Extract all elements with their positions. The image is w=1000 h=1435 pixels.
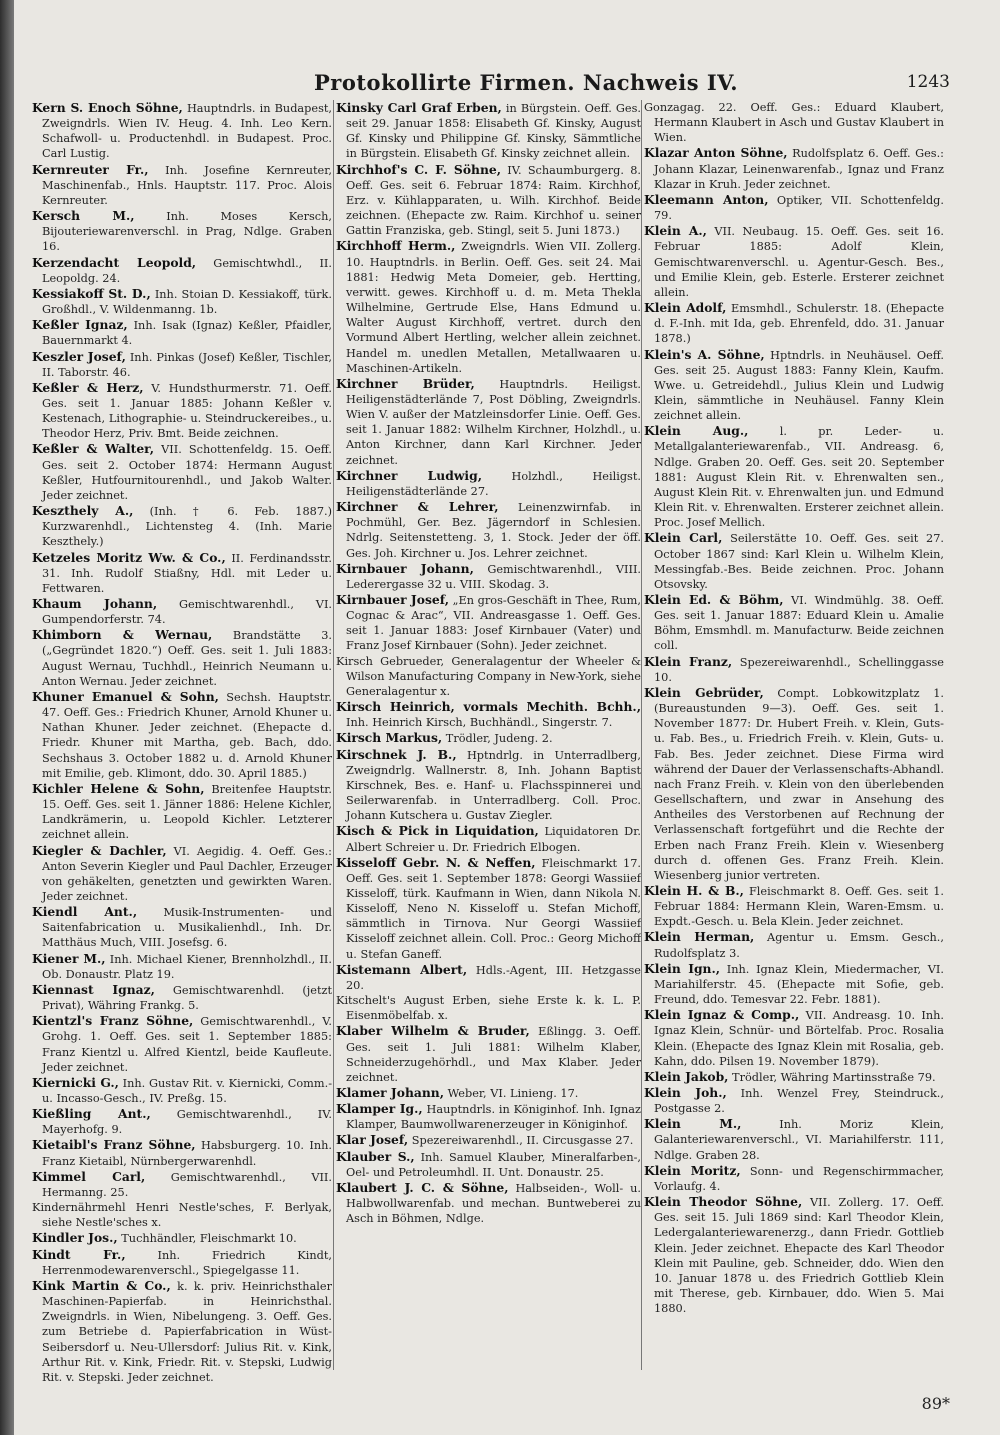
entry-text: Kitschelt's August Erben, siehe Erste k. k. L. P. Eisenmöbelfab. x.: [336, 994, 641, 1023]
entry-line: [336, 467, 641, 498]
firm-name: Kirschnek J. B.,: [336, 746, 457, 762]
entry-text: (Inh. † 6. Feb. 1887.) Kurzwarenhdl., Lichtensteg 4. (Inh. Marie Keszthely.): [42, 505, 332, 549]
directory-entry: [644, 1007, 944, 1069]
entry-line: [644, 1009, 944, 1067]
firm-name: Kichler Helene & Sohn,: [32, 780, 205, 796]
entry-line: [644, 147, 944, 190]
directory-entry: [32, 550, 332, 596]
directory-entry: [336, 1180, 641, 1226]
firm-name: Klazar Anton Söhne,: [644, 145, 788, 161]
directory-entry: [32, 349, 332, 380]
firm-name: Klamper Ig.,: [336, 1101, 423, 1117]
firm-name: Klein Ign.,: [644, 960, 721, 976]
entry-text: Inh. Pinkas (Josef) Keßler, Tischler, II. Taborstr. 46.: [42, 350, 332, 379]
entry-line: [336, 961, 641, 992]
entry-line: [644, 684, 944, 882]
page-title: Protokollirte Firmen. Nachweis IV.: [314, 70, 739, 95]
entry-line: [336, 594, 641, 652]
entry-text: IV. Schaumburgerg. 8. Oeff. Ges. seit 6. Februar 1874: Raim. Kirchhof, Erz. v. Kühlapparaten, u. Wilh. Kirchhof. Beide zeichnen. (Ehepacte zw. Raim. Kirchhof u. seiner Gattin Franziska, geb. Stingl, seit 5. Juni 1873.): [346, 163, 641, 238]
entry-line: [32, 1074, 332, 1105]
entry-text: Trödler, Währing Martinsstraße 79.: [728, 1070, 936, 1084]
directory-entry: [336, 1132, 641, 1148]
directory-entry: [32, 1013, 332, 1075]
directory-entry: [32, 1075, 332, 1106]
entry-line: [644, 191, 944, 223]
entry-text: Breitenfee Hauptstr. 15. Oeff. Ges. seit 1. Jänner 1886: Helene Kichler, Landkrämerin, u. Leopold Kichler. Letzterer zeichnet allein.: [42, 782, 332, 842]
entry-line: [336, 701, 641, 729]
entry-text: Spezereiwarenhdl., II. Circusgasse 27.: [408, 1134, 634, 1148]
entry-text: in Bürgstein. Oeff. Ges. seit 29. Januar 1858: Elisabeth Gf. Kinsky, August Gf. Kinsky und Philippine Gf. Kinsky, Sämmtliche in Bürgstein. Elisabeth Gf. Kinsky zeichnet allein.: [346, 102, 641, 161]
directory-entry: [32, 843, 332, 905]
entry-text: Inh. Ignaz Klein, Miedermacher, VI. Mariahilferstr. 45. (Ehepacte mit Sofie, geb. Freund, ddo. Temesvar 22. Febr. 1881).: [654, 962, 944, 1007]
firm-name: Kleemann Anton,: [644, 191, 769, 207]
firm-name: Kirnbauer Johann,: [336, 560, 474, 576]
entry-line: [32, 379, 332, 441]
entry-text: Holzhdl., Heiligst. Heiligenstädterlände 27.: [346, 469, 641, 498]
entry-text: Leinenzwirnfab. in Pochmühl, Ger. Bez. Jägerndorf in Schlesien. Ndrlg. Seitenstetteng. 3, 1. Stock. Jeder der öff. Ges. Joh. Kirchner u. Jos. Lehrer zeichnet.: [346, 501, 641, 560]
page-number: 1243: [906, 72, 950, 92]
directory-entry: [644, 192, 944, 223]
firm-name: Kindt Fr.,: [32, 1246, 126, 1262]
firm-name: Kießling Ant.,: [32, 1106, 151, 1122]
entry-line: [336, 746, 641, 823]
directory-entry: [32, 951, 332, 982]
page-header: [14, 62, 1000, 96]
entry-line: [336, 1179, 641, 1226]
directory-entry: [336, 592, 641, 654]
entry-text: Rudolfsplatz 6. Oeff. Ges.: Johann Klazar, Leinenwarenfab., Ignaz und Franz Klazar in Kruh. Jeder zeichnet.: [654, 147, 944, 191]
directory-entry: [32, 100, 332, 162]
entry-text: Halbseiden-, Woll- u. Halbwollwarenfab. und mechan. Buntweberei zu Asch in Böhmen, Ndlge.: [346, 1181, 641, 1226]
directory-entry: [336, 468, 641, 499]
firm-name: Klein Gebrüder,: [644, 684, 764, 700]
entry-text: VI. Windmühlg. 38. Oeff. Ges. seit 1. Januar 1887: Eduard Klein u. Amalie Böhm, Emsmhdl. m. Manufacturw. Beide zeichnen coll.: [654, 594, 944, 653]
column-left: [32, 100, 332, 1390]
entry-text: l. pr. Leder- u. Metallgalanteriewarenfab., VII. Andreasg. 6, Ndlge. Graben 20. Oeff. Ges. seit 20. September 1881: August Klein Rit. v. Ehrenwalten sen., August Klein Rit. v. Ehrenwalten jun. und Edmund Klein Rit. v. Ehrenwalten. Ersterer zeichnet allein. Proc. Josef Mellich.: [654, 425, 944, 530]
entry-line: [644, 594, 944, 652]
directory-entry: [336, 1101, 641, 1132]
entry-line: [644, 425, 944, 529]
column-middle: [336, 100, 641, 1390]
directory-entry: [32, 1137, 332, 1168]
directory-entry: [336, 730, 641, 746]
directory-entry: [32, 162, 332, 208]
entry-line: [32, 1277, 332, 1384]
entry-line: [644, 1087, 944, 1115]
entry-text: Inh. Wenzel Frey, Steindruck., Postgasse 2.: [654, 1087, 944, 1116]
directory-entry: [32, 781, 332, 843]
entry-text: Sechsh. Hauptstr. 47. Oeff. Ges.: Friedrich Khuner, Arnold Khuner u. Nathan Khuner. Jeder zeichnet. (Ehepacte d. Friedr. Khuner mit Martha, geb. Bach, ddo. Sechshaus 3. October 1882 u. d. Arnold Khuner mit Emilie, geb. Klimont, ddo. 30. April 1885.): [42, 690, 332, 780]
directory-entry: [32, 255, 332, 286]
directory-entry: [336, 1023, 641, 1085]
entry-text: Compt. Lobkowitzplatz 1. (Bureaustunden 9—3). Oeff. Ges. seit 1. November 1877: Dr. Hubert Freih. v. Klein, Guts- u. Fab. Bes., u. Friedrich Freih. v. Klein, Guts- u. Fab. Bes. Jeder zeichnet. Diese Firma wird während der Dauer der Verlassenschafts-Abhandl. nach Franz Freih. v. Klein von den überlebenden Gesellschaftern, und zwar in Ansehung des Antheiles des Verstorbenen auf Rechnung der Verlassenschaft fortgeführt und die Rechte der Erben nach Franz Freih. Klein v. Wiesenberg durch d. offenen Ges. Franz Freih. Klein. Wiesenberg junior vertreten.: [654, 686, 944, 882]
firm-name: Kink Martin & Co.,: [32, 1277, 171, 1293]
firm-name: Kirchhof's C. F. Söhne,: [336, 161, 502, 177]
firm-name: Klein Joh.,: [644, 1085, 727, 1100]
directory-entry: [644, 654, 944, 685]
entry-line: [644, 882, 944, 929]
directory-entry: [336, 823, 641, 854]
firm-name: Kiener M.,: [32, 950, 106, 966]
column-right: [644, 100, 944, 1390]
entry-text: Gemischtwarenhdl., VIII. Lederergasse 32 u. VIII. Skodag. 3.: [346, 562, 641, 591]
directory-entry: [644, 100, 944, 145]
entry-text: Gonzagag. 22. Oeff. Ges.: Eduard Klaubert, Hermann Klaubert in Asch und Gustav Klaubert in Wien.: [644, 101, 944, 145]
firm-name: Kirchhoff Herm.,: [336, 238, 456, 254]
firm-name: Kisch & Pick in Liquidation,: [336, 823, 539, 839]
firm-name: Klein Theodor Söhne,: [644, 1194, 803, 1210]
directory-entry: [336, 699, 641, 730]
firm-name: Klaber Wilhelm & Bruder,: [336, 1023, 530, 1039]
entry-line: [32, 1015, 332, 1073]
directory-entry: [644, 530, 944, 592]
entry-text: Inh. Moriz Klein, Galanteriewarenverschl., VI. Mariahilferstr. 111, Ndlge. Graben 28.: [654, 1118, 944, 1162]
directory-entry: [336, 561, 641, 592]
directory-entry: [32, 982, 332, 1013]
firm-name: Kinsky Carl Graf Erben,: [336, 100, 502, 115]
directory-entry: [644, 592, 944, 654]
firm-name: Kessiakoff St. D.,: [32, 285, 151, 301]
entry-line: [644, 1118, 944, 1161]
directory-entry: [32, 627, 332, 689]
directory-entry: [336, 855, 641, 962]
directory-entry: [336, 100, 641, 162]
directory-entry: [644, 1194, 944, 1316]
entry-line: [32, 981, 332, 1013]
entry-text: VII. Zollerg. 17. Oeff. Ges. seit 15. Juli 1869 sind: Karl Theodor Klein, Ledergalanteriewarenerzg., dann Friedr. Gottlieb Klein. Jeder zeichnet. Ehepacte des Karl Theodor Klein mit Pauline, geb. Schneider, ddo. Wien den 10. Januar 1878 u. des Friedrich Gottlieb Klein mit Therese, geb. Kirnbauer, ddo. Wien 5. Mai 1880.: [654, 1196, 944, 1316]
entry-line: [644, 1196, 944, 1315]
directory-entry: [644, 223, 944, 300]
entry-line: [336, 1025, 641, 1083]
entry-line: [32, 688, 332, 780]
firm-name: Klein's A. Söhne,: [644, 346, 765, 362]
entry-line: [336, 375, 641, 467]
directory-entry: [32, 1106, 332, 1137]
entry-text: Hdls.-Agent, III. Hetzgasse 20.: [346, 963, 641, 992]
entry-text: Gemischtwarenhdl., IV. Mayerhofg. 9.: [42, 1108, 332, 1137]
directory-entry: [644, 145, 944, 191]
firm-name: Klein M.,: [644, 1116, 742, 1132]
entry-line: [32, 285, 332, 317]
firm-name: Kiernicki G.,: [32, 1074, 119, 1090]
directory-entry: [32, 441, 332, 503]
entry-line: [32, 348, 332, 379]
entry-line: [336, 854, 641, 961]
entry-text: Kirsch Gebrueder, Generalagentur der Wheeler & Wilson Manufacturing Company in New-York, siehe Generalagentur x.: [336, 654, 641, 698]
firm-name: Kiendl Ant.,: [32, 904, 138, 920]
directory-entry: [644, 929, 944, 960]
firm-name: Kientzl's Franz Söhne,: [32, 1013, 194, 1029]
entry-line: [336, 825, 641, 853]
firm-name: Klein Jakob,: [644, 1068, 729, 1084]
firm-name: Klein Moritz,: [644, 1162, 741, 1178]
directory-entry: [336, 499, 641, 561]
entry-line: [32, 319, 332, 347]
directory-entry: [336, 238, 641, 375]
entry-text: VII. Neubaug. 15. Oeff. Ges. seit 16. Februar 1885: Adolf Klein, Gemischtwarenverschl. u. Agentur-Gesch. Bes., und Emilie Klein, geb. Esterle. Ersterer zeichnet allein.: [654, 225, 944, 299]
directory-entry: [336, 376, 641, 468]
firm-name: Kiennast Ignaz,: [32, 981, 155, 997]
firm-name: Keszler Josef,: [32, 348, 126, 364]
entry-line: [336, 1103, 641, 1131]
firm-name: Keßler & Walter,: [32, 441, 155, 457]
entry-text: Sonn- und Regenschirmmacher, Vorlaufg. 4.: [654, 1164, 944, 1193]
firm-name: Kerzendacht Leopold,: [32, 254, 197, 270]
directory-entry: [336, 962, 641, 993]
directory-entry: [644, 1116, 944, 1162]
firm-name: Klein H. & B.,: [644, 882, 744, 898]
entry-line: [336, 560, 641, 591]
entry-text: Fleischmarkt 17. Oeff. Ges. seit 1. September 1878: Georgi Wassiief Kisseloff, türk. Kaufmann in Wien, dann Nikola N. Kisseloff, Neno N. Kisseloff u. Stefan Michoff, sämmtlich in Tirnova. Nur Georgi Wassiief Kisseloff zeichnet allein. Coll. Proc.: Georg Michoff u. Stefan Ganeff.: [346, 856, 641, 961]
directory-entry: [32, 1200, 332, 1230]
firm-name: Kersch M.,: [32, 208, 135, 224]
column-divider: [333, 100, 334, 1370]
directory-entry: [644, 300, 944, 346]
entry-line: [32, 1139, 332, 1167]
entry-line: [644, 1162, 944, 1193]
entry-text: Tuchhändler, Fleischmarkt 10.: [117, 1232, 297, 1246]
entry-text: Gemischtwarenhdl., V. Grohg. 1. Oeff. Ges. seit 1. September 1885: Franz Kientzl u. Alfred Kientzl, beide Kaufleute. Jeder zeichnet.: [42, 1015, 332, 1074]
firm-name: Kindler Jos.,: [32, 1230, 118, 1246]
entry-line: [336, 501, 641, 559]
entry-line: [336, 102, 641, 160]
entry-line: [644, 302, 944, 345]
firm-name: Keszthely A.,: [32, 503, 134, 519]
entry-line: [336, 655, 641, 698]
directory-entry: [644, 961, 944, 1007]
entry-text: VI. Aegidig. 4. Oeff. Ges.: Anton Severin Kiegler und Paul Dachler, Erzeuger von gehäkelten, genetzten und gewirkten Waren. Jeder zeichnet.: [42, 844, 332, 903]
entry-text: Gemischtwhdl., II. Leopoldg. 24.: [42, 256, 332, 285]
directory-entry: [32, 1278, 332, 1385]
entry-line: [644, 1068, 936, 1084]
entry-text: Kindernährmehl Henri Nestle'sches, F. Berlyak, siehe Nestle'sches x.: [32, 1201, 332, 1230]
entry-text: Trödler, Judeng. 2.: [442, 732, 553, 746]
entry-text: Inh. Gustav Rit. v. Kiernicki, Comm.- u. Incasso-Gesch., IV. Preßg. 15.: [42, 1076, 332, 1105]
firm-name: Klein A.,: [644, 223, 707, 239]
entry-text: Inh. Moses Kersch, Bijouteriewarenverschl. in Prag, Ndlge. Graben 16.: [42, 210, 332, 254]
directory-entry: [32, 904, 332, 950]
firm-name: Keßler & Herz,: [32, 379, 144, 395]
directory-entry: [336, 993, 641, 1023]
entry-text: Gemischtwarenhdl., VI. Gumpendorferstr. 74.: [42, 598, 332, 627]
firm-name: Kimmel Carl,: [32, 1168, 146, 1184]
directory-entry: [644, 1085, 944, 1116]
entry-text: Brandstätte 3. („Gegründet 1820.“) Oeff. Ges. seit 1. Juli 1883: August Wernau, Tuchhdl., Heinrich Neumann u. Anton Wernau. Jeder zeichnet.: [42, 629, 332, 688]
entry-text: Emsmhdl., Schulerstr. 18. (Ehepacte d. F.-Inh. mit Ida, geb. Ehrenfeld, ddo. 31. Januar 1878.): [654, 302, 944, 346]
column-divider: [641, 100, 642, 1370]
entry-line: [32, 1168, 332, 1199]
directory-entry: [32, 1230, 332, 1246]
entry-text: Musik-Instrumenten- und Saitenfabrication u. Musikalienhdl., Inh. Dr. Matthäus Much, VIII. Josefsg. 6.: [42, 906, 332, 950]
entry-line: [32, 254, 332, 285]
directory-entry: [32, 1247, 332, 1278]
firm-name: Kisseloff Gebr. N. & Neffen,: [336, 854, 536, 870]
entry-text: V. Hundsthurmerstr. 71. Oeff. Ges. seit 1. Januar 1885: Johann Keßler v. Kestenach, Lithographie- u. Steindruckereibes., u. Theodor Herz, Priv. Bmt. Beide zeichnen.: [42, 381, 332, 441]
directory-entry: [32, 596, 332, 627]
entry-line: [644, 101, 944, 144]
entry-line: [336, 240, 641, 374]
entry-text: Hptndrls. in Neuhäusel. Oeff. Ges. seit 25. August 1883: Fanny Klein, Kaufm. Wwe. u. Getreidehdl., Julius Klein und Ludwig Klein, sämmtliche in Neuhäusel. Fanny Klein zeichnet allein.: [654, 348, 944, 423]
firm-name: Klein Aug.,: [644, 423, 749, 439]
directory-entry: [32, 208, 332, 254]
directory-entry: [32, 317, 332, 348]
firm-name: Keßler Ignaz,: [32, 317, 128, 333]
entry-line: [336, 732, 553, 745]
entry-text: k. k. priv. Heinrichsthaler Maschinen-Papierfab. in Heinrichsthal. Zweigndrls. in Wien, Nibelungeng. 3. Oeff. Ges. zum Betriebe d. Papierfabrication in Wüst-Seibersdorf u. Neu-Ullersdorf: Julius Rit. v. Kink, Arthur Rit. v. Kink, Friedr. Rit. v. Stepski, Ludwig Rit. v. Stepski. Jeder zeichnet.: [42, 1279, 332, 1384]
directory-entry: [644, 423, 944, 530]
entry-text: Hauptndrls. in Königinhof. Inh. Ignaz Klamper, Baumwollwarenerzeuger in Königinhof.: [346, 1103, 641, 1132]
entry-text: Inh. Josefine Kernreuter, Maschinenfab., Hnls. Hauptstr. 117. Proc. Alois Kernreuter.: [42, 163, 332, 207]
firm-name: Kirchner Brüder,: [336, 375, 475, 391]
directory-entry: [644, 347, 944, 424]
directory-entry: [336, 654, 641, 699]
firm-name: Klaubert J. C. & Söhne,: [336, 1179, 509, 1195]
entry-line: [32, 1201, 332, 1229]
entry-text: Hauptndrls. in Budapest, Zweigndrls. Wien IV. Heug. 4. Inh. Leo Kern. Schafwoll- u. Productenhdl. in Budapest. Proc. Carl Lustig.: [42, 102, 332, 161]
firm-name: Khimborn & Wernau,: [32, 627, 213, 643]
entry-line: [336, 1087, 578, 1100]
entry-line: [644, 931, 944, 959]
entry-line: [336, 161, 641, 238]
directory-entry: [336, 747, 641, 824]
entry-line: [32, 549, 332, 595]
entry-line: [32, 443, 332, 501]
firm-name: Kietaibl's Franz Söhne,: [32, 1137, 196, 1153]
firm-name: Klein Carl,: [644, 530, 723, 546]
firm-name: Ketzeles Moritz Ww. & Co.,: [32, 549, 226, 565]
entry-line: [336, 994, 641, 1022]
scan-edge: [0, 0, 14, 1435]
entry-line: [32, 598, 332, 626]
entry-line: [336, 1134, 633, 1147]
entry-text: Inh. Stoian D. Kessiakoff, türk. Großhdl., V. Wildenmanng. 1b.: [42, 287, 332, 317]
directory-entry: [336, 1085, 641, 1101]
entry-text: Fleischmarkt 8. Oeff. Ges. seit 1. Februar 1884: Hermann Klein, Waren-Emsm. u. Expdt.-Gesch. u. Bela Klein. Jeder zeichnet.: [654, 884, 944, 929]
directory-entry: [644, 1069, 944, 1085]
entry-line: [32, 102, 332, 160]
entry-text: Gemischtwarenhdl. (jetzt Privat), Währing Frankg. 5.: [42, 983, 332, 1013]
firm-name: Kern S. Enoch Söhne,: [32, 100, 183, 115]
firm-name: Klein Ignaz & Comp.,: [644, 1007, 800, 1023]
entry-text: Weber, VI. Linieng. 17.: [444, 1087, 579, 1100]
directory-entry: [336, 162, 641, 239]
firm-name: Klamer Johann,: [336, 1085, 445, 1100]
entry-text: Liquidatoren Dr. Albert Schreier u. Dr. Friedrich Elbogen.: [346, 825, 641, 854]
firm-name: Kiegler & Dachler,: [32, 842, 167, 858]
entry-text: VII. Schottenfeldg. 15. Oeff. Ges. seit 2. October 1874: Hermann August Keßler, Hutfournitourenhdl., und Jakob Walter. Jeder zeichnet.: [42, 443, 332, 502]
entry-text: Optiker, VII. Schottenfeldg. 79.: [654, 193, 944, 223]
firm-name: Kirnbauer Josef,: [336, 592, 449, 607]
entry-line: [32, 210, 332, 253]
directory-entry: [644, 685, 944, 883]
entry-text: II. Ferdinandsstr. 31. Inh. Rudolf Stiaßny, Hdl. mit Leder u. Fettwaren.: [42, 551, 332, 595]
firm-name: Klein Franz,: [644, 653, 733, 669]
entry-text: Hptndrlg. in Unterradlberg, Zweigndrlg. Wallnerstr. 8, Inh. Johann Baptist Kirschnek, Bes. e. Hanf- u. Flachsspinnerei und Seilerwarenfab. in Unterradlberg. Coll. Proc. Johann Kutschera u. Gustav Ziegler.: [346, 748, 641, 823]
directory-entry: [32, 503, 332, 549]
firm-name: Klauber S.,: [336, 1148, 415, 1164]
entry-line: [644, 960, 944, 1007]
entry-text: Inh. Isak (Ignaz) Keßler, Pfaidler, Bauernmarkt 4.: [42, 319, 332, 348]
firm-name: Klein Adolf,: [644, 300, 727, 316]
entry-line: [32, 950, 332, 981]
firm-name: Kirchner Ludwig,: [336, 467, 482, 483]
entry-text: Eßlingg. 3. Oeff. Ges. seit 1. Juli 1881: Wilhelm Klaber, Schneiderzugehörhdl., und Max Klaber. Jeder zeichnet.: [346, 1025, 641, 1084]
entry-line: [32, 842, 332, 903]
firm-name: Kirsch Markus,: [336, 730, 443, 746]
entry-line: [32, 161, 332, 207]
entry-line: [644, 225, 944, 299]
directory-entry: [336, 1149, 641, 1180]
firm-name: Kirsch Heinrich, vormals Mechith. Bchh.,: [336, 699, 641, 715]
entry-line: [32, 505, 332, 548]
entry-text: Hauptndrls. Heiligst. Heiligenstädterlände 7, Post Döbling, Zweigndrls. Wien V. außer der Matzleinsdorfer Linie. Oeff. Ges. seit 1. Januar 1882: Wilhelm Kirchner, Holzhdl., u. Anton Kirchner, dann Karl Kirchner. Jeder zeichnet.: [346, 377, 641, 467]
entry-text: Agentur u. Emsm. Gesch., Rudolfsplatz 3.: [654, 931, 944, 960]
directory-entry: [32, 380, 332, 442]
entry-line: [32, 1246, 332, 1277]
entry-text: Spezereiwarenhdl., Schellinggasse 10.: [654, 655, 944, 684]
entry-text: Gemischtwarenhdl., VII. Hermanng. 25.: [42, 1170, 332, 1199]
entry-text: Inh. Friedrich Kindt, Herrenmodewarenverschl., Spiegelgasse 11.: [42, 1248, 332, 1277]
firm-name: Kirchner & Lehrer,: [336, 499, 499, 515]
firm-name: Khuner Emanuel & Sohn,: [32, 688, 219, 704]
firm-name: Khaum Johann,: [32, 596, 158, 611]
directory-entry: [32, 689, 332, 781]
firm-name: Klein Ed. & Böhm,: [644, 592, 784, 607]
entry-line: [32, 1108, 332, 1136]
firm-name: Klar Josef,: [336, 1132, 409, 1148]
entry-line: [32, 780, 332, 842]
document-page: [14, 0, 1000, 1435]
entry-line: [644, 653, 944, 684]
entry-line: [32, 906, 332, 949]
directory-entry: [644, 883, 944, 929]
entry-text: Zweigndrls. Wien VII. Zollerg. 10. Hauptndrls. in Berlin. Oeff. Ges. seit 24. Mai 1881: Hedwig Meta Domeier, geb. Hertting, verwitt. gewes. Kirchhoff u. d. m. Meta Thekla Wilhelmine, Gertrude Else, Hans Edmund u. Walter August Kirchhoff, vertret. durch den Vormund Albert Hertling, welcher allein zeichnet. Handel m. unedlen Metallen, Metallwaaren u. Maschinen-Artikeln.: [346, 240, 641, 375]
entry-text: Inh. Michael Kiener, Brennholzhdl., II. Ob. Donaustr. Platz 19.: [42, 952, 332, 981]
directory-entry: [32, 286, 332, 317]
firm-name: Kernreuter Fr.,: [32, 161, 149, 177]
entry-text: Seilerstätte 10. Oeff. Ges. seit 27. October 1867 sind: Karl Klein u. Wilhelm Klein, Messingfab.-Bes. Beide zeichnen. Proc. Johann Otsovsky.: [654, 532, 944, 591]
entry-line: [336, 1148, 641, 1179]
firm-name: Klein Herman,: [644, 929, 755, 945]
entry-text: Inh. Heinrich Kirsch, Buchhändl., Singerstr. 7.: [346, 716, 613, 730]
entry-line: [32, 1232, 297, 1245]
entry-text: Inh. Samuel Klauber, Mineralfarben-, Oel- und Petroleumhdl. II. Unt. Donaustr. 25.: [346, 1150, 641, 1179]
entry-line: [644, 532, 944, 590]
entry-text: Habsburgerg. 10. Inh. Franz Kietaibl, Nürnbergerwarenhdl.: [42, 1139, 332, 1168]
entry-text: „En gros-Geschäft in Thee, Rum, Cognac & Arac“, VII. Andreasgasse 1. Oeff. Ges. seit 1. Januar 1883: Josef Kirnbauer (Vater) und Franz Josef Kirnbauer (Sohn). Jeder zeichnet.: [346, 594, 641, 653]
firm-name: Kistemann Albert,: [336, 961, 468, 977]
directory-entry: [644, 1163, 944, 1194]
directory-entry: [32, 1169, 332, 1200]
entry-line: [644, 346, 944, 423]
entry-text: VII. Andreasg. 10. Inh. Ignaz Klein, Schnür- und Börtelfab. Proc. Rosalia Klein. (Ehepacte des Ignaz Klein mit Rosalia, geb. Kahn, ddo. Pilsen 19. November 1879).: [654, 1009, 944, 1068]
signature-mark: 89*: [921, 1394, 950, 1413]
entry-line: [32, 629, 332, 687]
